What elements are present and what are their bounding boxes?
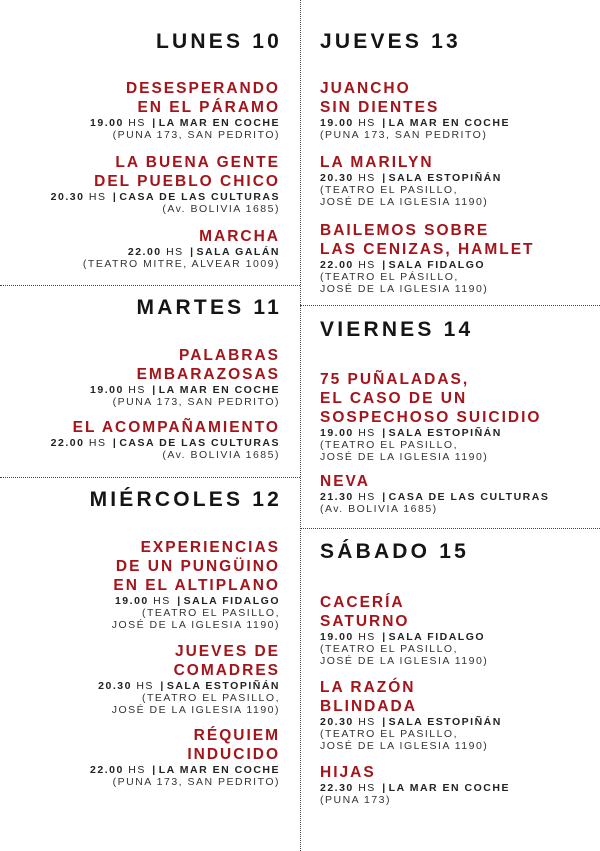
hs-label: HS <box>358 172 376 184</box>
event-address: (TEATRO MITRE, ALVEAR 1009) <box>82 258 280 270</box>
event <box>0 227 280 270</box>
day-heading: JUEVES 13 <box>320 30 461 53</box>
event-address: (TEATRO EL PASILLO, <box>320 728 459 740</box>
hs-label: HS <box>358 117 376 129</box>
event-info <box>0 437 280 449</box>
event <box>0 346 280 408</box>
event <box>320 370 600 463</box>
event-venue: SALA GALÁN <box>196 246 280 258</box>
event-address: JOSÉ DE LA IGLESIA 1190) <box>320 740 489 752</box>
hs-label: HS <box>358 631 376 643</box>
event-address: (TEATRO EL PASILLO, <box>320 439 459 451</box>
event-venue: LA MAR EN COCHE <box>388 117 510 129</box>
hs-label: HS <box>358 491 376 503</box>
event-venue: LA MAR EN COCHE <box>158 117 280 129</box>
event-title: EL ACOMPAÑAMIENTO <box>72 419 280 436</box>
event <box>0 79 280 141</box>
separator: | <box>152 384 157 396</box>
event-title: JUEVES DE <box>174 643 280 660</box>
event-title: NEVA <box>320 473 370 490</box>
hs-label: HS <box>153 595 171 607</box>
event-title: SOSPECHOSO SUICIDIO <box>320 409 542 426</box>
event-info <box>0 764 280 776</box>
hs-label: HS <box>88 437 107 449</box>
event-venue: SALA ESTOPIÑÁN <box>388 172 502 184</box>
column-divider <box>300 0 301 851</box>
event-title: DEL PUEBLO CHICO <box>94 173 280 190</box>
hs-label: HS <box>166 246 184 258</box>
event-address: (PUNA 173, SAN PEDRITO) <box>112 129 280 141</box>
event-venue: SALA FIDALGO <box>183 595 280 607</box>
event-venue: SALA FIDALGO <box>388 631 486 643</box>
event-venue: LA MAR EN COCHE <box>388 782 510 794</box>
event-time: 22.00 <box>90 764 124 776</box>
event-info <box>0 117 280 129</box>
event-title: LA RAZÓN <box>320 679 416 696</box>
event <box>0 418 280 461</box>
separator: | <box>160 680 165 692</box>
separator: | <box>382 117 387 129</box>
event-time: 19.00 <box>114 595 149 607</box>
event-title: EN EL PÁRAMO <box>137 99 280 116</box>
event-time: 20.30 <box>98 680 132 692</box>
event-address: JOSÉ DE LA IGLESIA 1190) <box>320 451 489 463</box>
event-info <box>320 117 600 129</box>
separator: | <box>382 782 387 794</box>
day-heading: LUNES 10 <box>156 30 282 53</box>
event-title: DE UN PUNGÜINO <box>115 558 280 575</box>
event-venue: LA MAR EN COCHE <box>158 384 280 396</box>
event <box>0 642 280 716</box>
event-time: 22.00 <box>50 437 85 449</box>
hs-label: HS <box>128 764 146 776</box>
event <box>320 763 600 806</box>
separator: | <box>382 716 387 728</box>
separator: | <box>152 117 157 129</box>
event-info <box>320 716 600 728</box>
hs-label: HS <box>136 680 154 692</box>
hs-label: HS <box>358 259 376 271</box>
event-title: LA BUENA GENTE <box>115 154 280 171</box>
event-title: HIJAS <box>320 764 376 781</box>
event-venue: SALA FIDALGO <box>388 259 486 271</box>
day-heading: VIERNES 14 <box>320 318 474 341</box>
event-time: 19.00 <box>90 384 124 396</box>
event-time: 20.30 <box>320 172 354 184</box>
event-info <box>320 631 600 643</box>
event-title: PALABRAS <box>179 347 280 364</box>
event-venue: CASA DE LAS CULTURAS <box>388 491 550 503</box>
event-address: JOSÉ DE LA IGLESIA 1190) <box>111 704 280 716</box>
event-venue: SALA ESTOPIÑÁN <box>388 716 502 728</box>
event-title: SIN DIENTES <box>320 99 440 116</box>
event-time: 19.00 <box>90 117 124 129</box>
hs-label: HS <box>128 384 146 396</box>
event-title: SATURNO <box>320 613 410 630</box>
event-title: MARCHA <box>199 228 280 245</box>
event-info <box>320 491 600 503</box>
day-heading: MARTES 11 <box>136 296 282 319</box>
separator: | <box>382 631 387 643</box>
event <box>320 678 600 752</box>
event <box>0 726 280 788</box>
event-address: JOSÉ DE LA IGLESIA 1190) <box>320 655 489 667</box>
event-info <box>320 427 600 439</box>
day-heading: MIÉRCOLES 12 <box>89 488 282 511</box>
separator: | <box>382 427 387 439</box>
event-time: 21.30 <box>320 491 354 503</box>
event <box>0 153 280 215</box>
event-info <box>320 259 600 271</box>
event-time: 19.00 <box>320 631 354 643</box>
event-title: LAS CENIZAS, HAMLET <box>320 241 535 258</box>
event-address: JOSÉ DE LA IGLESIA 1190) <box>320 283 489 295</box>
event-address: (PUNA 173) <box>320 794 392 806</box>
hs-label: HS <box>358 427 376 439</box>
hs-label: HS <box>88 191 107 203</box>
event <box>320 472 600 515</box>
event-title: INDUCIDO <box>187 746 280 763</box>
event-info <box>0 384 280 396</box>
event-title: LA MARILYN <box>320 154 434 171</box>
event-title: EMBARAZOSAS <box>136 366 280 383</box>
event-address: (Av. BOLIVIA 1685) <box>162 203 280 215</box>
event-time: 20.30 <box>320 716 354 728</box>
day-divider <box>300 305 600 306</box>
event-address: (PUNA 173, SAN PEDRITO) <box>112 396 280 408</box>
event-info <box>0 680 280 692</box>
event-address: (TEATRO EL PASILLO, <box>320 643 459 655</box>
event-title: EXPERIENCIAS <box>140 539 280 556</box>
event-address: (TEATRO EL PASILLO, <box>320 184 459 196</box>
hs-label: HS <box>358 782 376 794</box>
event-title: COMADRES <box>173 662 280 679</box>
event-time: 19.00 <box>320 117 354 129</box>
separator: | <box>112 437 118 449</box>
event-address: (Av. BOLIVIA 1685) <box>320 503 438 515</box>
event-time: 19.00 <box>320 427 354 439</box>
event-title: JUANCHO <box>320 80 411 97</box>
event-info <box>0 191 280 203</box>
event-address: JOSÉ DE LA IGLESIA 1190) <box>320 196 489 208</box>
event-info <box>0 246 280 258</box>
hs-label: HS <box>128 117 146 129</box>
separator: | <box>112 191 118 203</box>
event-title: CACERÍA <box>320 594 405 611</box>
event-info <box>320 172 600 184</box>
separator: | <box>382 491 387 503</box>
event-venue: CASA DE LAS CULTURAS <box>119 437 280 449</box>
day-divider <box>0 477 300 478</box>
separator: | <box>177 595 182 607</box>
day-heading: SÁBADO 15 <box>320 540 469 563</box>
event-venue: LA MAR EN COCHE <box>158 764 280 776</box>
event-address: JOSÉ DE LA IGLESIA 1190) <box>111 619 280 631</box>
event-address: (Av. BOLIVIA 1685) <box>162 449 280 461</box>
event-title: EL CASO DE UN <box>320 390 468 407</box>
event-address: (TEATRO EL PASILLO, <box>141 607 280 619</box>
event-address: (PUNA 173, SAN PEDRITO) <box>320 129 488 141</box>
separator: | <box>382 259 387 271</box>
event-venue: CASA DE LAS CULTURAS <box>119 191 280 203</box>
event-address: (TEATRO EL PÁSILLO, <box>320 271 459 283</box>
event-title: BAILEMOS SOBRE <box>320 222 490 239</box>
separator: | <box>190 246 195 258</box>
event-title: BLINDADA <box>320 698 417 715</box>
event <box>320 79 600 141</box>
event-title: DESESPERANDO <box>125 80 280 97</box>
separator: | <box>382 172 387 184</box>
event <box>320 153 600 208</box>
event <box>320 593 600 667</box>
event-address: (PUNA 173, SAN PEDRITO) <box>112 776 280 788</box>
event <box>320 221 600 295</box>
event <box>0 538 280 631</box>
event-venue: SALA ESTOPIÑÁN <box>166 680 280 692</box>
event-title: EN EL ALTIPLANO <box>113 577 280 594</box>
event-time: 22.00 <box>320 259 354 271</box>
separator: | <box>152 764 157 776</box>
event-time: 22.00 <box>127 246 162 258</box>
day-divider <box>300 528 600 529</box>
event-info <box>0 595 280 607</box>
day-divider <box>0 285 300 286</box>
event-time: 20.30 <box>50 191 85 203</box>
event-title: 75 PUÑALADAS, <box>320 371 470 388</box>
event-title: RÉQUIEM <box>193 727 280 744</box>
event-address: (TEATRO EL PASILLO, <box>141 692 280 704</box>
event-time: 22.30 <box>320 782 354 794</box>
hs-label: HS <box>358 716 376 728</box>
event-info <box>320 782 600 794</box>
event-venue: SALA ESTOPIÑÁN <box>388 427 502 439</box>
